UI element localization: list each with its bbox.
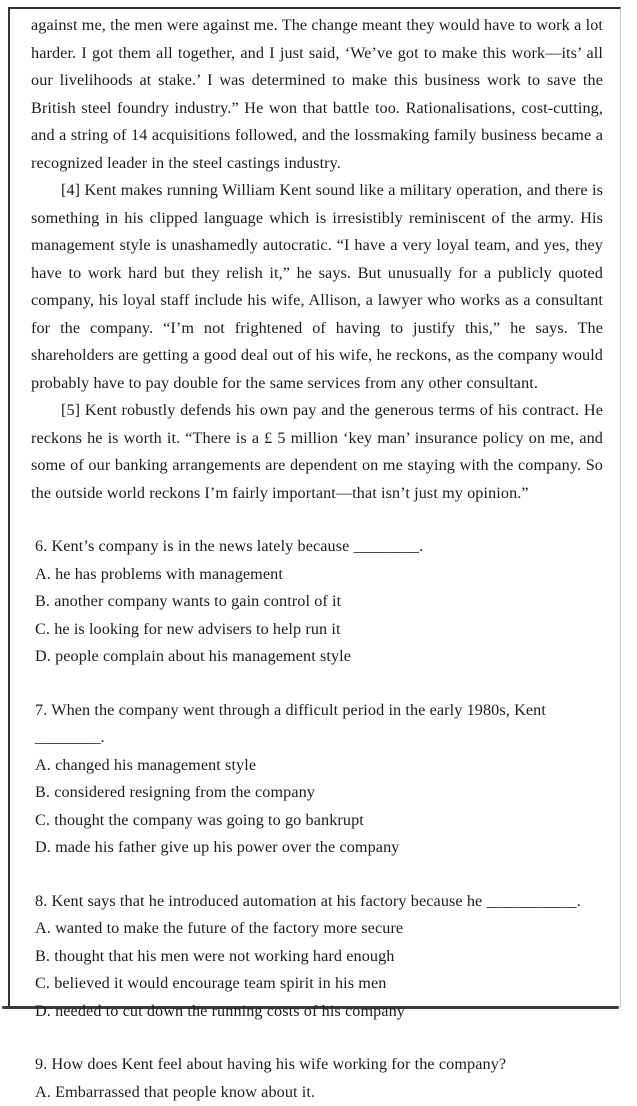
- question-6-option-a: A. he has problems with management: [35, 561, 603, 589]
- questions-section: [31, 533, 603, 1106]
- exam-page-content: [31, 12, 603, 1106]
- question-6-option-b: B. another company wants to gain control of it: [35, 588, 603, 616]
- question-6-stem: 6. Kent’s company is in the news lately because ________.: [35, 533, 603, 561]
- question-9-option-a: A. Embarrassed that people know about it.: [35, 1079, 603, 1106]
- question-7-stem: 7. When the company went through a difficult period in the early 1980s, Kent ________.: [35, 697, 603, 752]
- question-8-option-d: D. needed to cut down the running costs of his company: [35, 998, 603, 1026]
- question-7-option-b: B. considered resigning from the company: [35, 779, 603, 807]
- question-7-option-c: C. thought the company was going to go bankrupt: [35, 807, 603, 835]
- passage-paragraph-4: [4] Kent makes running William Kent sound like a military operation, and there is something in his clipped language which is irresistibly reminiscent of the army. His management style is unashamedly autocratic. “I have a very loyal team, and yes, they have to work hard but they relish it,” he says. But unusually for a publicly quoted company, his loyal staff include his wife, Allison, a lawyer who works as a consultant for the company. “I’m not frightened of having to justify this,” he says. The shareholders are getting a good deal out of his wife, he reckons, as the company would probably have to pay double for the same services from any other consultant.: [31, 177, 603, 397]
- question-8-option-b: B. thought that his men were not working hard enough: [35, 943, 603, 971]
- question-8-option-a: A. wanted to make the future of the factory more secure: [35, 915, 603, 943]
- question-7-option-d: D. made his father give up his power over the company: [35, 834, 603, 862]
- question-7-option-a: A. changed his management style: [35, 752, 603, 780]
- question-9-stem: 9. How does Kent feel about having his wife working for the company?: [35, 1051, 603, 1079]
- question-9: [35, 1051, 603, 1106]
- question-8-stem: 8. Kent says that he introduced automation at his factory because he ___________.: [35, 888, 603, 916]
- question-6: [35, 533, 603, 671]
- question-6-option-d: D. people complain about his management style: [35, 643, 603, 671]
- question-6-option-c: C. he is looking for new advisers to help run it: [35, 616, 603, 644]
- question-7: [35, 697, 603, 862]
- question-8: [35, 888, 603, 1026]
- passage-paragraph-continuation: against me, the men were against me. The change meant they would have to work a lot harder. I got them all together, and I just said, ‘We’ve got to make this work—its’ all our livelihoods at stake.’ I was determined to make this business work to save the British steel foundry industry.” He won that battle too. Rationalisations, cost-cutting, and a string of 14 acquisitions followed, and the lossmaking family business became a recognized leader in the steel castings industry.: [31, 12, 603, 177]
- passage-paragraph-5: [5] Kent robustly defends his own pay and the generous terms of his contract. He reckons he is worth it. “There is a £ 5 million ‘key man’ insurance policy on me, and some of our banking arrangements are dependent on me staying with the company. So the outside world reckons I’m fairly important—that isn’t just my opinion.”: [31, 397, 603, 507]
- question-8-option-c: C. believed it would encourage team spirit in his men: [35, 970, 603, 998]
